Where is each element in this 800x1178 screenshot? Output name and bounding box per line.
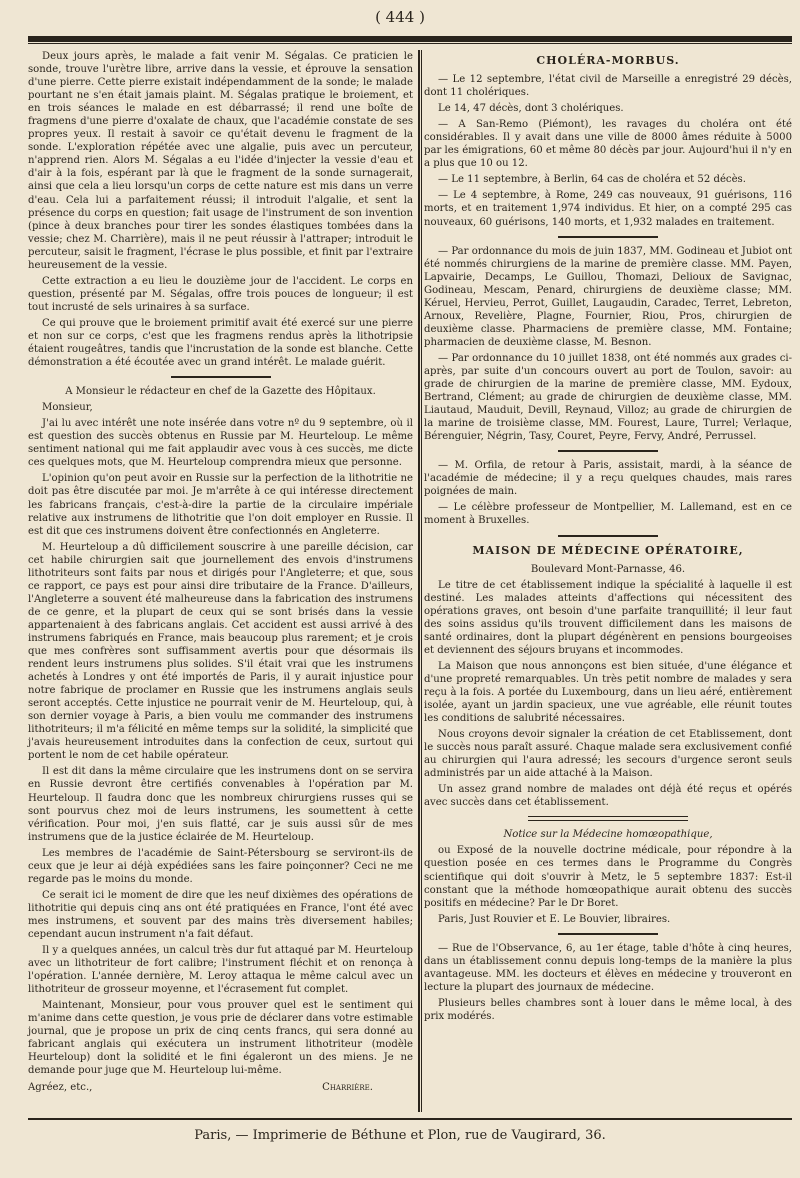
top-rule-thin	[28, 43, 792, 44]
paragraph: Ce qui prouve que le broiement primitif avait été exercé sur une pierre et non sur ce corps, c'est que les fragmens rendus après la lithotripsie étaient rougeâtres, tandis que l'incrustation de la sonde est blanche. Cette démonstration a été écoutée avec un grand intérêt. Le malade guérit.	[28, 317, 413, 369]
maison-paragraph: Le titre de cet établissement indique la spécialité à laquelle il est destiné. Les malades atteints d'affections qui nécessitent des opérations graves, ont besoin d'une parfaite tranquillité; il leur faut des soins assidus qu'ils trouvent difficilement dans les maisons de santé ordinaires, dont la plupart dégénèrent en pensions bourgeoises et deviennent des séjours bruyans et incommodes.	[424, 579, 792, 656]
advertisement: Plusieurs belles chambres sont à louer dans le même local, à des prix modérés.	[424, 997, 792, 1022]
paragraph: Les membres de l'académie de Saint-Pétersbourg se serviront-ils de ceux que je leur ai déjà expédiées sans les faire poinçonner? Ceci ne me regarde pas le moins du monde.	[28, 847, 413, 885]
notice-publisher: Paris, Just Rouvier et E. Le Bouvier, libraires.	[438, 913, 671, 925]
section-divider	[558, 236, 658, 238]
advertisement: — Rue de l'Observance, 6, au 1er étage, table d'hôte à cinq heures, dans un établissement connu depuis long-temps de la manière la plus avantageuse. MM. les docteurs et élèves en médecine y trouveront en lecture la plupart des journaux de médecine.	[424, 942, 792, 993]
section-divider	[171, 376, 271, 378]
paragraph: Deux jours après, le malade a fait venir M. Ségalas. Ce praticien le sonde, trouve l'urètre libre, arrive dans la vessie, et éprouve la sensation d'une pierre. Cette pierre existait indépendamment de la sonde; le malade pourtant ne s'en était jamais plaint. M. Ségalas pratique le broiement, et en trois séances le malade en est débarrassé; il rend une boîte de fragmens d'une pierre d'oxalate de chaux, que l'académie constate de ses propres yeux. Il restait à savoir ce qu'était devenu le fragment de la sonde. L'exploration répétée avec une algalie, puis avec un percuteur, n'apprend rien. Alors M. Ségalas a eu l'idée d'injecter la vessie d'eau et d'air à la fois, espérant par là que le fragment de la sonde surnagerait, ainsi que cela a lieu lorsqu'un corps de cette nature est mis dans un verre d'eau. Cela lui a parfaitement réussi; il introduit l'algalie, et sent la présence du corps en question; fait usage de l'instrument de son invention (pince à deux branches pour tirer les sondes élastiques tombées dans la vessie; chez M. Charrière), mais il ne peut réussir à l'attraper; introduit le percuteur, saisit le fragment, l'écrase le plus possible, et finit par l'extraire heureusement de la vessie.	[28, 51, 413, 271]
notice-body: ou Exposé de la nouvelle doctrine médicale, pour répondre à la question posée en ces termes dans le Programme du Congrès scientifique qui doit s'ouvrir à Metz, le 5 septembre 1837: Est-il constant que la méthode homœopathique aurait obtenu des succès positifs en médecine? Par le Dr Boret.	[424, 845, 792, 909]
paragraph: Il y a quelques années, un calcul très dur fut attaqué par M. Heurteloup avec un lithotriteur de fort calibre; l'instrument fléchit et on renonça à l'opération. L'année dernière, M. Leroy attaqua le même calcul avec un lithotriteur de grosseur moyenne, et l'écrasement fut complet.	[28, 945, 413, 996]
section-divider	[558, 933, 658, 935]
paragraph: Il est dit dans la même circulaire que les instrumens dont on se servira en Russie devront être certifiés convenables à l'opération par M. Heurteloup. Il faudra donc que les nombreux chirurgiens russes qui se sont pourvus chez moi de leurs instrumens, les soumettent à cette vérification. Pour moi, j'en suis flatté, car je suis aussi sûr de mes instrumens que de la justice éclairée de M. Heurteloup.	[28, 766, 413, 843]
paragraph: J'ai lu avec intérêt une note insérée dans votre nº du 9 septembre, où il est question des succès obtenus en Russie par M. Heurteloup. Le même sentiment national qui me fait applaudir avec vous à ces succès, me dicte ces quelques mots, que M. Heurteloup comprendra mieux que personne.	[28, 418, 413, 469]
cholera-heading: CHOLÉRA-MORBUS.	[536, 54, 680, 67]
paragraph: Ce serait ici le moment de dire que les neuf dixièmes des opérations de lithotritie qui depuis cinq ans ont été pratiquées en France, l'ont été avec mes instrumens, et souvent par des mains très diversement habiles; cependant aucun instrument n'a fait défaut.	[28, 889, 413, 940]
news-item: Le 14, 47 décès, dont 3 cholériques.	[438, 103, 624, 115]
maison-address: Boulevard Mont-Parnasse, 46.	[530, 563, 686, 575]
section-divider	[558, 535, 658, 537]
news-item: — Par ordonnance du mois de juin 1837, MM. Godineau et Jubiot ont été nommés chirurgiens de la marine de première classe. MM. Payen, Lapvairie, Decamps, Le Guillou, Thomazi, Delioux de Savignac, Godineau, Mescam, Penard, chirurgiens de deuxième classe; MM. Kéruel, Hervieu, Perrot, Guillet, Laugaudin, Caradec, Terret, Lebreton, Arnoux, Revelière, Plagne, Fournier, Riou, Pros, chirurgien de deuxième classe. Pharmaciens de première classe, MM. Fontaine; pharmacien de deuxième classe, M. Besnon.	[424, 245, 792, 348]
news-item: — Le célèbre professeur de Montpellier, M. Lallemand, est en ce moment à Bruxelles.	[424, 502, 792, 527]
column-divider-thin	[421, 50, 422, 1112]
letter-heading: A Monsieur le rédacteur en chef de la Gazette des Hôpitaux.	[65, 386, 376, 398]
news-item: — Par ordonnance du 10 juillet 1838, ont été nommés aux grades ci-après, par suite d'un concours ouvert au port de Toulon, savoir: au grade de chirurgien de la marine de première classe, MM. Eydoux, Bertrand, Clément; au grade de chirurgien de deuxième classe, MM. Liautaud, Mauduit, Devill, Reynaud, Villoz; au grade de chirurgien de la marine de troisième classe, MM. Fourest, Laure, Turrel; Verlaque, Bérenguier, Négrin, Tasy, Couret, Peyre, Fervy, André, Perrussel.	[424, 352, 792, 443]
news-item: — Le 12 septembre, l'état civil de Marseille a enregistré 29 décès, dont 11 cholériques.	[424, 74, 792, 99]
paragraph: Maintenant, Monsieur, pour vous prouver quel est le sentiment qui m'anime dans cette question, je vous prie de déclarer dans votre estimable journal, que je propose un prix de cinq cents francs, qui sera donné au fabricant anglais qui exécutera un instrument lithotriteur (modèle Heurteloup) dont la solidité et le fini égaleront un des miens. Je ne demande pour juge que M. Heurteloup lui-même.	[28, 1000, 413, 1077]
top-rule	[28, 36, 792, 42]
news-item: — M. Orfila, de retour à Paris, assistait, mardi, à la séance de l'académie de médecine; il y a reçu quelques chaudes, mais rares poignées de main.	[424, 460, 792, 498]
left-column	[28, 50, 413, 1097]
paragraph: L'opinion qu'on peut avoir en Russie sur la perfection de la lithotritie ne doit pas être discutée par moi. Je m'arrête à ce qui intéresse directement les fabricans français, c'est-à-dire la partie de la circulaire impériale relative aux instrumens de lithotritie que l'on doit employer en Russie. Il est dit que ces instrumens doivent être confectionnés en Angleterre.	[28, 473, 413, 537]
imprint-footer: Paris, — Imprimerie de Béthune et Plon, rue de Vaugirard, 36.	[194, 1128, 606, 1143]
bottom-rule	[28, 1118, 792, 1120]
closing: Agréez, etc.,	[28, 1081, 93, 1093]
paragraph: M. Heurteloup a dû difficilement souscrire à une pareille décision, car cet habile chirurgien sait que journellement des envois d'instrumens lithotriteurs sont faits par nous et dirigés pour l'Angleterre; et que, sous ce rapport, ce pays est pour ainsi dire tributaire de la France. D'ailleurs, l'Angleterre a souvent été malheureuse dans la fabrication des instrumens de ce genre, et la plupart de ceux qui se sont brisés dans la vessie appartenaient à des fabricans anglais. Cet accident est aussi arrivé à des instrumens fabriqués en France, mais beaucoup plus rarement; et je crois que mes confrères sont suffisamment avertis pour que désormais ils rendent leurs instrumens plus solides. S'il était vrai que les instrumens achetés à Londres y ont été importés de Paris, il y aurait injustice pour notre fabrique de proclamer en Russie que les instrumens anglais seuls seront acceptés. Cette injustice ne pourrait venir de M. Heurteloup, qui, à son dernier voyage à Paris, a bien voulu me commander des instrumens lithotriteurs; il m'a félicité en même temps sur la solidité, la simplicité que j'avais heureusement introduites dans la confection de ceux, surtout qui portent le nom de cet habile opérateur.	[28, 541, 413, 762]
maison-paragraph: Nous croyons devoir signaler la création de cet Etablissement, dont le succès nous paraît assuré. Chaque malade sera exclusivement confié au chirurgien qui l'aura adressé; les secours d'urgence seront seuls administrés par un aide attaché à la Maison.	[424, 729, 792, 780]
section-divider	[528, 816, 688, 821]
news-item: — Le 11 septembre, à Berlin, 64 cas de choléra et 52 décès.	[438, 174, 746, 186]
maison-paragraph: Un assez grand nombre de malades ont déjà été reçus et opérés avec succès dans cet établissement.	[424, 784, 792, 809]
news-item: — A San-Remo (Piémont), les ravages du choléra ont été considérables. Il y avait dans une ville de 8000 âmes réduite à 5000 par les émigrations, 60 et même 80 décès par jour. Aujourd'hui il n'y en a plus que 10 ou 12.	[424, 119, 792, 170]
section-divider	[558, 450, 658, 452]
column-divider	[418, 50, 420, 1112]
page-number: ( 444 )	[375, 8, 425, 26]
news-item: — Le 4 septembre, à Rome, 249 cas nouveaux, 91 guérisons, 116 morts, et en traitement 1,974 individus. Et hier, on a compté 295 cas nouveaux, 60 guérisons, 140 morts, et 1,932 malades en traitement.	[424, 190, 792, 228]
maison-heading: MAISON DE MÉDECINE OPÉRATOIRE,	[472, 543, 744, 557]
notice-title: Notice sur la Médecine homœopathique,	[503, 829, 713, 841]
salutation: Monsieur,	[42, 402, 93, 414]
maison-paragraph: La Maison que nous annonçons est bien située, d'une élégance et d'une propreté remarquables. Un très petit nombre de malades y sera reçu à la fois. A portée du Luxembourg, dans un lieu aéré, entièrement isolée, ayant un jardin spacieux, une vue agréable, elle réunit toutes les conditions de salubrité nécessaires.	[424, 660, 792, 725]
letter-signature-line	[28, 1081, 373, 1094]
signature: Charrière.	[322, 1081, 373, 1093]
right-column	[424, 50, 792, 1026]
paragraph: Cette extraction a eu lieu le douzième jour de l'accident. Le corps en question, présenté par M. Ségalas, offre trois pouces de longueur; il est tout incrusté de sels urinaires à sa surface.	[28, 275, 413, 313]
